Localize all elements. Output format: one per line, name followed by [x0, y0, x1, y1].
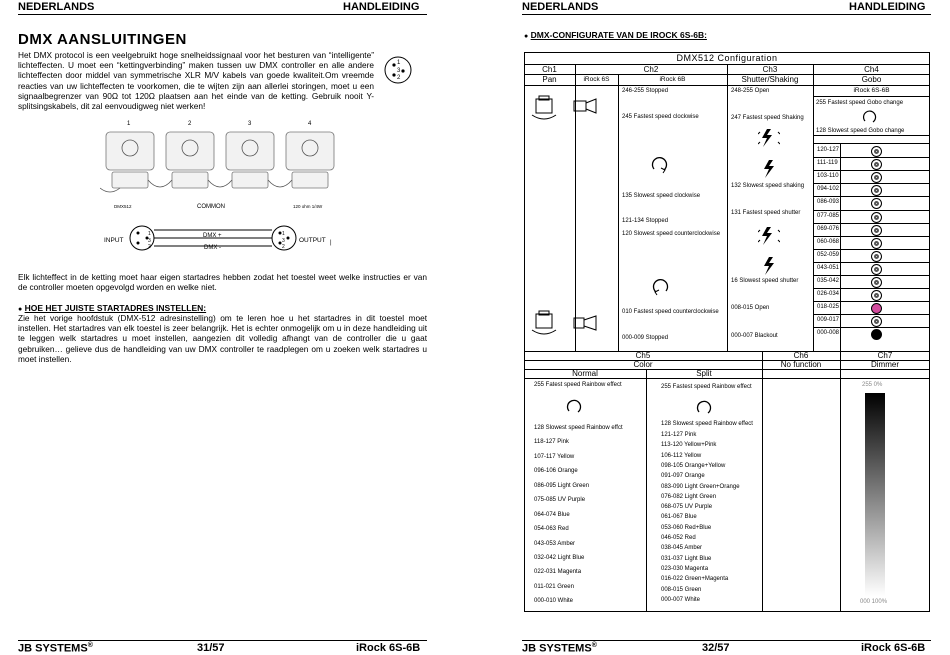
left-header-manual: HANDLEIDING: [343, 1, 420, 13]
gobo-icon: [871, 159, 882, 170]
rotate-clockwise-icon: [650, 155, 670, 175]
lightning-icon: [760, 159, 776, 179]
fixture-label: 3: [248, 121, 252, 127]
ch3-row: 248-255 Open: [731, 88, 770, 94]
gobo-icon: [871, 277, 882, 288]
ch5-header: Ch5: [635, 351, 651, 360]
color-normal-row: 118-127 Pink: [534, 439, 569, 445]
dmx512-label: DMX512: [114, 204, 132, 209]
ch3-row: 132 Slowest speed shaking: [731, 183, 805, 189]
color-split-row: 023-030 Magenta: [661, 565, 709, 572]
terminator-label: 120 ohm 1/4W: [293, 204, 323, 209]
ch2-row: 010 Fastest speed counterclockwise: [622, 309, 719, 315]
color-normal-row: 054-063 Red: [534, 526, 569, 532]
color-normal-row: 075-085 UV Purple: [534, 497, 586, 503]
dmx-minus-label: DMX -: [204, 245, 221, 251]
gobo-range: 026-034: [817, 291, 840, 298]
gobo-icon: [871, 225, 882, 236]
intro-paragraph: Het DMX protocol is een veelgebruikt hoge snelheidssignaal voor het besturen van “intelligente” lichteffecten. U moet een “kettingverbinding” maken tussen uw DMX controller en alle andere lichteffecten door middel van symmetrische XLR M/V kabels van goede kwaliteit.Om vreemde reacties van uw lichteffecten te voorkomen, die te wijten zijn aan allerlei storingen, moet u een signaalbegrenzer van 90Ω tot 120Ω plaatsen aan het einde van de ketting. Gebruik nooit Y- splitsingskabels, dit zal eenvoudigweg niet werken!: [18, 50, 374, 112]
color-normal-row: 128 Slowest speed Rainbow effct: [534, 425, 623, 431]
color-split-row: 031-037 Light Blue: [661, 555, 712, 562]
rotate-counterclockwise-icon: [650, 277, 670, 297]
pin-label: 2: [282, 244, 285, 250]
dimmer-bottom-label: 000 100%: [860, 599, 888, 605]
lightning-icon: [760, 256, 776, 276]
ch4-model: iRock 6S-6B: [853, 87, 890, 94]
ch2-row: 245 Fastest speed clockwise: [622, 114, 699, 120]
color-normal-header: Normal: [572, 369, 598, 378]
gobo-range: 052-059: [817, 251, 840, 258]
pin-label: 3: [148, 238, 151, 244]
ch4-header: Ch4: [864, 65, 879, 74]
ch6-subheader: No function: [780, 360, 822, 369]
right-header-manual: HANDLEIDING: [849, 1, 926, 13]
gobo-range: 111-119: [817, 160, 838, 167]
color-split-row: 091-097 Orange: [661, 473, 705, 480]
output-label: OUTPUT: [299, 237, 326, 244]
xlr-connector-icon: 1 3 2: [383, 55, 413, 85]
gobo-icon: [871, 238, 882, 249]
chain-paragraph: Elk lichteffect in de ketting moet haar eigen startadres hebben zodat het toestel weet welke instructies er van de controller moeten opgevolgd worden en welke niet.: [18, 272, 427, 293]
pan-icon: [530, 95, 600, 125]
color-split-row: 008-015 Green: [661, 586, 702, 593]
color-normal-row: 043-053 Amber: [534, 541, 576, 547]
gobo-range: 018-025: [817, 304, 840, 311]
gobo-range: 043-051: [817, 264, 840, 271]
left-footer-page: 31/57: [197, 642, 225, 654]
gobo-icon: [871, 212, 882, 223]
ch2-row: 246-255 Stopped: [622, 88, 669, 94]
color-normal-row: 011-021 Green: [534, 584, 574, 590]
ch2-row: 120 Slowest speed counterclockwise: [622, 231, 721, 237]
common-label: COMMON: [197, 204, 225, 210]
page-title: DMX AANSLUITINGEN: [18, 31, 187, 48]
pin-label: 2: [148, 244, 151, 250]
color-normal-row: 032-042 Light Blue: [534, 555, 585, 561]
gobo-icon: [871, 316, 882, 327]
ch1-header: Ch1: [542, 65, 557, 74]
fixture-label: 1: [127, 121, 131, 127]
ch3-row: 008-015 Open: [731, 305, 770, 311]
color-split-row: 053-060 Red+Blue: [661, 524, 712, 531]
ch3-row: 000-007 Blackout: [731, 333, 778, 339]
color-split-row: 038-045 Amber: [661, 545, 703, 552]
ch2-header: Ch2: [643, 65, 659, 74]
pin-label: 1: [148, 231, 151, 237]
color-split-row: 076-082 Light Green: [661, 493, 717, 500]
gobo-icon: [871, 303, 882, 314]
right-footer-model: iRock 6S-6B: [861, 642, 926, 654]
table-title: DMX512 Configuration: [676, 53, 778, 63]
ch2-row: 000-009 Stopped: [622, 335, 669, 341]
pin-label: 3: [282, 238, 285, 244]
rainbow-rotate-icon: [565, 398, 583, 416]
ch2-row: 121-134 Stopped: [622, 218, 669, 224]
left-header-language: NEDERLANDS: [18, 1, 95, 13]
color-split-row: 113-120 Yellow+Pink: [661, 442, 717, 449]
gobo-icon: [871, 172, 882, 183]
color-split-row: 106-112 Yellow: [661, 452, 702, 459]
color-split-row: 061-067 Blue: [661, 514, 697, 521]
gobo-range: 060-068: [817, 238, 840, 245]
section-paragraph: Zie het vorige hoofdstuk (DMX-512 adresinstelling) om te leren hoe u het startadres in dit toestel moet instellen. Het startadres van elk toestel is zeer belangrijk. Het is echter onmogelijk om u in deze handleiding uit te leggen welk startadres u moet instellen, aangezien dit volledig afhangt van de controller die u gaat gebruiken… gelieve dus de handleiding van uw DMX controller te raadplegen om u zoeken welk startadres u moet instellen.: [18, 313, 427, 364]
gobo-range: 069-076: [817, 225, 840, 232]
ch3-row: 247 Fastest speed Shaking: [731, 115, 804, 121]
color-split-row: 046-052 Red: [661, 535, 696, 541]
rainbow-rotate-icon: [695, 399, 713, 417]
color-normal-row: 255 Fatest speed Rainbow effect: [534, 382, 622, 388]
ch3-row: 16 Slowest speed shutter: [731, 278, 799, 284]
gobo-icon: [871, 290, 882, 301]
color-split-row: 000-007 White: [661, 596, 701, 603]
end-mark: |: [330, 240, 332, 246]
color-normal-row: 107-117 Yellow: [534, 454, 575, 460]
ch4-subheader: Gobo: [861, 75, 882, 84]
gobo-range: 120-127: [817, 147, 840, 153]
color-split-row: 255 Fastest speed Rainbow effect: [661, 384, 752, 390]
color-normal-row: 096-106 Orange: [534, 468, 578, 474]
gobo-icon: [871, 185, 882, 196]
shaking-icon: [758, 128, 780, 148]
section-heading: ● HOE HET JUISTE STARTADRES INSTELLEN:: [18, 303, 207, 313]
dmx-plus-label: DMX +: [203, 233, 222, 239]
gobo-range: 086-093: [817, 199, 840, 206]
dimmer-gradient: [865, 393, 885, 596]
gobo-range: 077-085: [817, 212, 840, 219]
color-split-row: 121-127 Pink: [661, 432, 697, 438]
fixture-label: 2: [188, 121, 192, 127]
color-normal-row: 086-095 Light Green: [534, 483, 590, 489]
gobo-range: 035-042: [817, 278, 840, 284]
gobo-icon: [871, 146, 882, 157]
ch7-subheader: Dimmer: [871, 360, 899, 369]
color-split-row: 068-075 UV Purple: [661, 504, 713, 511]
color-normal-row: 000-010 White: [534, 598, 574, 604]
ch7-header: Ch7: [877, 351, 893, 360]
gobo-range: 000-008: [817, 330, 840, 337]
color-normal-row: 022-031 Magenta: [534, 569, 582, 575]
fixture-label: 4: [308, 121, 312, 127]
color-split-row: 128 Slowest speed Rainbow effect: [661, 421, 753, 427]
gobo-range: 009-017: [817, 317, 840, 324]
color-split-row: 098-105 Orange+Yellow: [661, 462, 726, 469]
dimmer-top-label: 255 0%: [862, 382, 883, 388]
pin-label: 1: [282, 231, 285, 237]
ch2-row: 135 Slowest speed clockwise: [622, 193, 701, 199]
ch5-subheader: Color: [633, 360, 653, 369]
gobo-range: 103-110: [817, 173, 839, 180]
shutter-icon: [758, 226, 780, 246]
color-split-row: 083-090 Light Green+Orange: [661, 483, 740, 490]
ch3-header: Ch3: [762, 65, 778, 74]
left-footer-brand: JB SYSTEMS®: [18, 642, 93, 655]
right-footer-brand: JB SYSTEMS®: [522, 642, 597, 655]
ch1-subheader: Pan: [542, 75, 557, 84]
ch3-row: 131 Fastest speed shutter: [731, 210, 801, 216]
gobo-fast: 255 Fastest speed Gobo change: [816, 100, 904, 106]
color-split-row: 016-022 Green+Magenta: [661, 576, 729, 583]
ch2-6b-subheader: iRock 6B: [659, 76, 686, 83]
color-split-header: Split: [696, 369, 712, 378]
gobo-range: 094-102: [817, 186, 840, 193]
gobo-icon: [871, 264, 882, 275]
ch6-header: Ch6: [793, 351, 809, 360]
right-section-heading: ● DMX-CONFIGURATE VAN DE IROCK 6S-6B:: [524, 30, 707, 40]
right-footer-page: 32/57: [702, 642, 730, 654]
ch2-6s-subheader: iRock 6S: [583, 76, 610, 83]
gobo-icon: [871, 198, 882, 209]
left-footer-model: iRock 6S-6B: [356, 642, 421, 654]
ch3-subheader: Shutter/Shaking: [741, 75, 799, 84]
gobo-slow: 128 Slowest speed Gobo change: [816, 128, 905, 134]
pan-icon-bottom: [530, 310, 610, 340]
input-label: INPUT: [104, 237, 124, 244]
gobo-icon: [871, 251, 882, 262]
right-header-language: NEDERLANDS: [522, 1, 599, 13]
gobo-icon: [871, 329, 882, 340]
color-normal-row: 064-074 Blue: [534, 512, 570, 518]
rotate-icon: [862, 110, 878, 126]
